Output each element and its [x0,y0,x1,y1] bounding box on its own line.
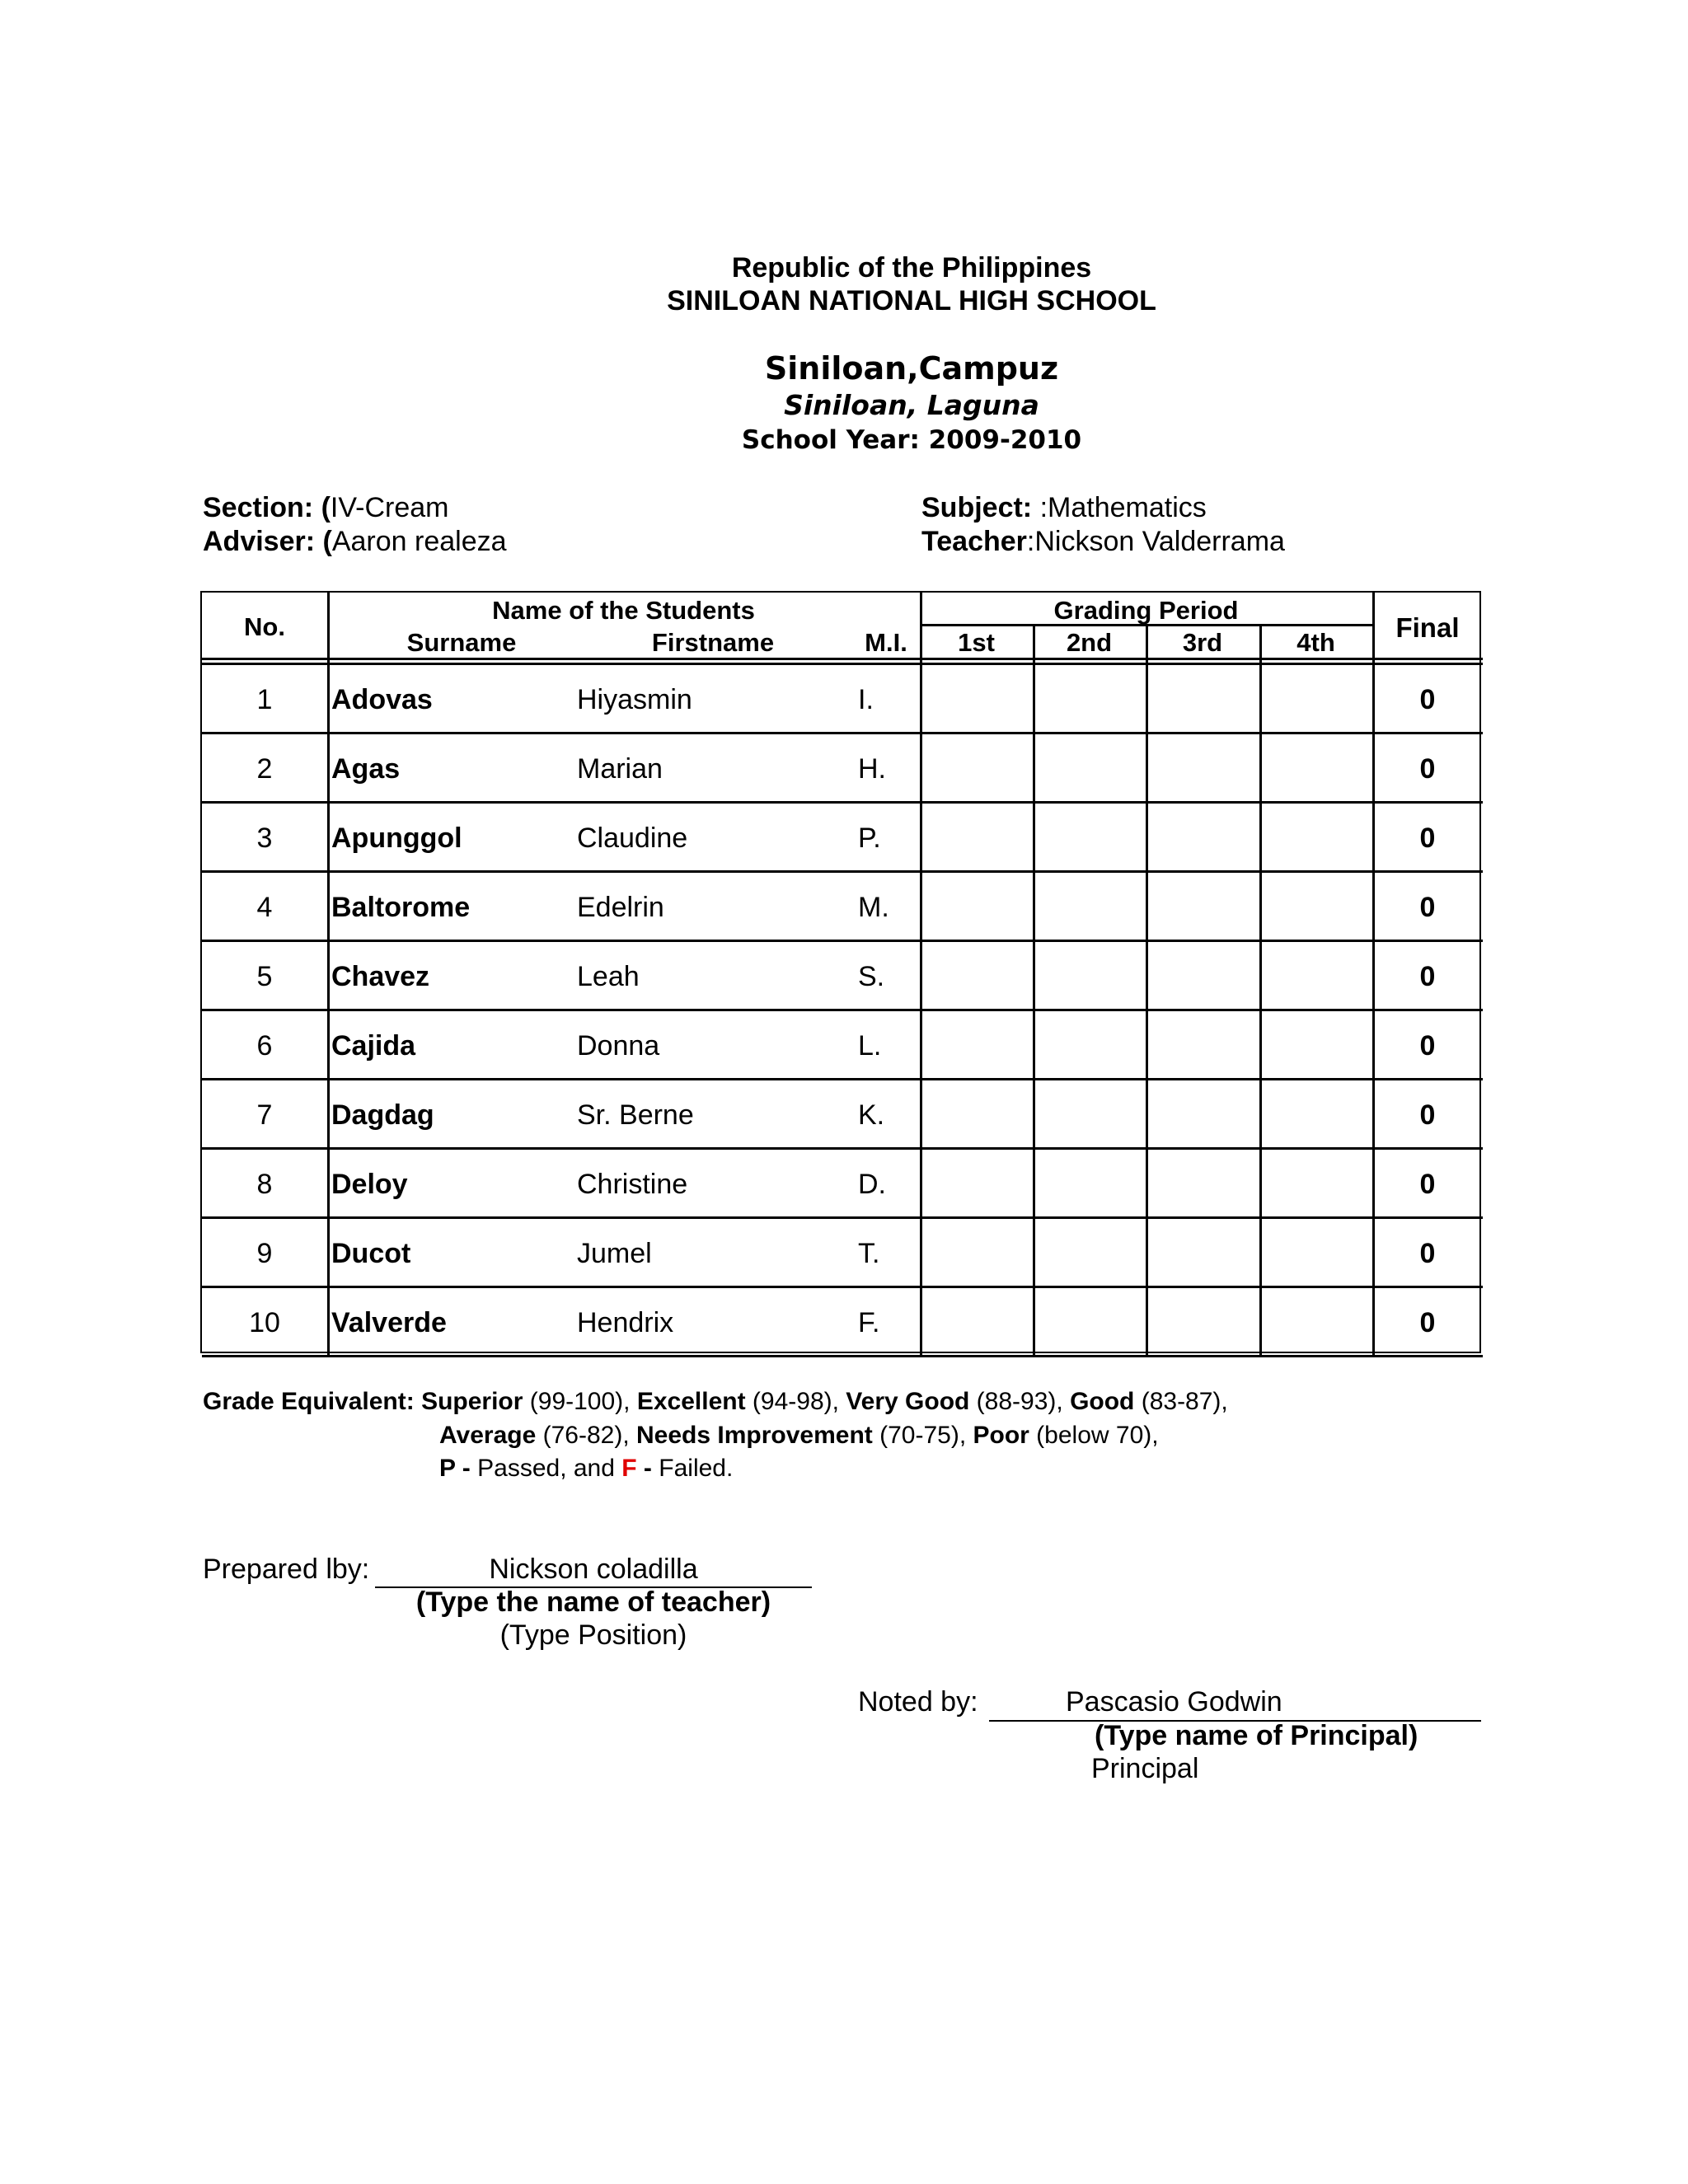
prepared-by-name: Nickson coladilla [489,1554,698,1585]
cell-surname: Adovas [331,684,433,715]
cell-mi: K. [858,1099,885,1131]
cell-grade-4th [1259,1080,1372,1150]
table-row [202,1011,1483,1080]
prepared-by-label: Prepared lby: [203,1554,370,1585]
grade-legend-line-3 [439,1455,733,1483]
cell-firstname: Claudine [577,823,688,854]
table-row [202,942,1483,1011]
legend-superior-range: (99-100), [523,1388,637,1415]
legend-poor-range: (below 70), [1029,1422,1159,1449]
teacher-line [921,526,1285,558]
cell-firstname: Edelrin [577,892,664,923]
cell-grade-4th [1259,1011,1372,1080]
legend-excellent-range: (94-98), [745,1388,846,1415]
cell-no: 7 [256,1099,273,1131]
cell-mi: S. [858,961,885,992]
cell-grade-4th [1259,665,1372,734]
noted-by-type: (Type name of Principal) [1095,1720,1418,1751]
section-line [203,492,449,524]
cell-firstname: Leah [577,961,640,992]
republic-heading: Republic of the Philippines [731,252,1092,284]
cell-mi: H. [858,753,886,785]
col-final-header: Final [1395,612,1460,643]
cell-no: 2 [256,753,273,785]
cell-final: 0 [1419,1169,1436,1200]
campus-name: Siniloan,Campuz [764,350,1059,387]
subject-label: Subject: [921,492,1033,523]
cell-surname: Valverde [331,1307,447,1338]
cell-surname: Deloy [331,1169,408,1200]
adviser-label: Adviser: ( [203,526,332,557]
cell-no: 9 [256,1238,273,1269]
cell-grade-3rd [1146,1011,1259,1080]
legend-f-text: Failed. [659,1455,734,1482]
cell-mi: D. [858,1169,886,1200]
cell-grade-2nd [1033,665,1146,734]
cell-grade-4th [1259,1288,1372,1357]
legend-good: Good [1070,1388,1135,1415]
cell-grade-2nd [1033,1288,1146,1357]
cell-grade-2nd [1033,804,1146,873]
cell-grade-4th [1259,1219,1372,1288]
cell-no: 3 [256,823,273,854]
legend-average-range: (76-82), [536,1422,637,1449]
legend-superior: Superior [421,1388,523,1415]
cell-no: 5 [256,961,273,992]
legend-very-good-range: (88-93), [969,1388,1071,1415]
legend-needs-improvement: Needs Improvement [636,1422,873,1449]
cell-surname: Baltorome [331,892,471,923]
cell-firstname: Sr. Berne [577,1099,694,1131]
table-row [202,804,1483,873]
grade-table [200,591,1481,1353]
cell-final: 0 [1419,1030,1436,1062]
cell-grade-2nd [1033,1080,1146,1150]
legend-label: Grade Equivalent: [203,1388,415,1415]
prepared-by-type: (Type the name of teacher) [415,1586,771,1618]
legend-average: Average [439,1422,537,1449]
cell-firstname: Marian [577,753,663,785]
cell-surname: Cajida [331,1030,416,1062]
cell-mi: L. [858,1030,882,1062]
legend-poor: Poor [973,1422,1029,1449]
noted-by-label: Noted by: [858,1686,978,1718]
cell-mi: F. [858,1307,880,1338]
school-year: School Year: 2009-2010 [741,425,1082,455]
cell-grade-2nd [1033,1011,1146,1080]
col-firstname-header: Firstname [651,628,775,657]
cell-no: 10 [249,1307,280,1338]
cell-grade-3rd [1146,873,1259,942]
cell-grade-3rd [1146,665,1259,734]
legend-p-text: Passed, and [477,1455,622,1482]
adviser-value: Aaron realeza [331,526,507,557]
legend-needs-improvement-range: (70-75), [872,1422,973,1449]
col-grading-group-header: Grading Period [1053,596,1239,625]
cell-final: 0 [1419,1099,1436,1131]
cell-grade-1st [920,1011,1033,1080]
grade-legend-line-1 [203,1388,1228,1416]
cell-grade-2nd [1033,1219,1146,1288]
cell-grade-3rd [1146,734,1259,804]
subject-line [921,492,1207,524]
col-4th-header: 4th [1296,628,1335,657]
cell-no: 6 [256,1030,273,1062]
section-label: Section: ( [203,492,331,523]
cell-grade-4th [1259,873,1372,942]
cell-final: 0 [1419,961,1436,992]
cell-grade-4th [1259,942,1372,1011]
cell-grade-3rd [1146,1219,1259,1288]
cell-no: 1 [256,684,273,715]
table-row [202,873,1483,942]
cell-grade-4th [1259,804,1372,873]
cell-surname: Apunggol [331,823,462,854]
table-row [202,665,1483,734]
cell-mi: P. [858,823,881,854]
cell-firstname: Hiyasmin [577,684,692,715]
cell-mi: T. [858,1238,880,1269]
teacher-value: :Nickson Valderrama [1026,526,1285,557]
cell-grade-1st [920,1150,1033,1219]
legend-very-good: Very Good [846,1388,970,1415]
cell-surname: Dagdag [331,1099,434,1131]
col-mi-header: M.I. [865,628,907,657]
cell-grade-4th [1259,1150,1372,1219]
adviser-line [203,526,507,558]
cell-firstname: Jumel [577,1238,652,1269]
cell-mi: M. [858,892,889,923]
grade-legend-line-2 [439,1422,1159,1450]
table-row [202,734,1483,804]
cell-grade-1st [920,873,1033,942]
cell-grade-1st [920,665,1033,734]
cell-final: 0 [1419,1238,1436,1269]
cell-grade-3rd [1146,1288,1259,1357]
cell-grade-2nd [1033,1150,1146,1219]
cell-grade-3rd [1146,942,1259,1011]
cell-final: 0 [1419,684,1436,715]
cell-grade-2nd [1033,873,1146,942]
cell-firstname: Hendrix [577,1307,674,1338]
table-row [202,1219,1483,1288]
col-no-header: No. [244,612,285,641]
header-divider [202,658,1483,660]
cell-surname: Ducot [331,1238,411,1269]
subject-value: :Mathematics [1032,492,1207,523]
col-1st-header: 1st [958,628,995,657]
cell-grade-1st [920,942,1033,1011]
cell-grade-1st [920,1288,1033,1357]
cell-grade-2nd [1033,942,1146,1011]
col-name-group-header: Name of the Students [492,596,755,625]
cell-grade-1st [920,1219,1033,1288]
cell-final: 0 [1419,823,1436,854]
table-row [202,1150,1483,1219]
cell-firstname: Christine [577,1169,688,1200]
cell-final: 0 [1419,753,1436,785]
teacher-label: Teacher [921,526,1027,557]
cell-grade-1st [920,734,1033,804]
noted-by-position: Principal [1091,1753,1199,1784]
cell-no: 4 [256,892,273,923]
cell-grade-1st [920,804,1033,873]
cell-grade-3rd [1146,1150,1259,1219]
cell-firstname: Donna [577,1030,660,1062]
cell-no: 8 [256,1169,273,1200]
cell-grade-3rd [1146,804,1259,873]
col-surname-header: Surname [406,628,517,657]
noted-by-name: Pascasio Godwin [1066,1686,1282,1718]
cell-grade-1st [920,1080,1033,1150]
cell-final: 0 [1419,1307,1436,1338]
legend-excellent: Excellent [636,1388,746,1415]
col-3rd-header: 3rd [1182,628,1223,657]
table-row [202,1288,1483,1357]
school-name: SINILOAN NATIONAL HIGH SCHOOL [667,285,1156,316]
cell-surname: Chavez [331,961,430,992]
row-divider [202,1355,1483,1357]
legend-good-range: (83-87), [1134,1388,1228,1415]
legend-f-dash: - [636,1455,659,1482]
col-2nd-header: 2nd [1066,628,1113,657]
table-row [202,1080,1483,1150]
cell-grade-3rd [1146,1080,1259,1150]
cell-final: 0 [1419,892,1436,923]
cell-surname: Agas [331,753,401,785]
legend-f-code: F [621,1455,637,1482]
section-value: IV-Cream [330,492,449,523]
location: Siniloan, Laguna [784,389,1039,421]
prepared-by-position: (Type Position) [499,1619,687,1651]
cell-mi: I. [858,684,874,715]
cell-grade-4th [1259,734,1372,804]
cell-grade-2nd [1033,734,1146,804]
legend-p-code: P - [439,1455,478,1482]
